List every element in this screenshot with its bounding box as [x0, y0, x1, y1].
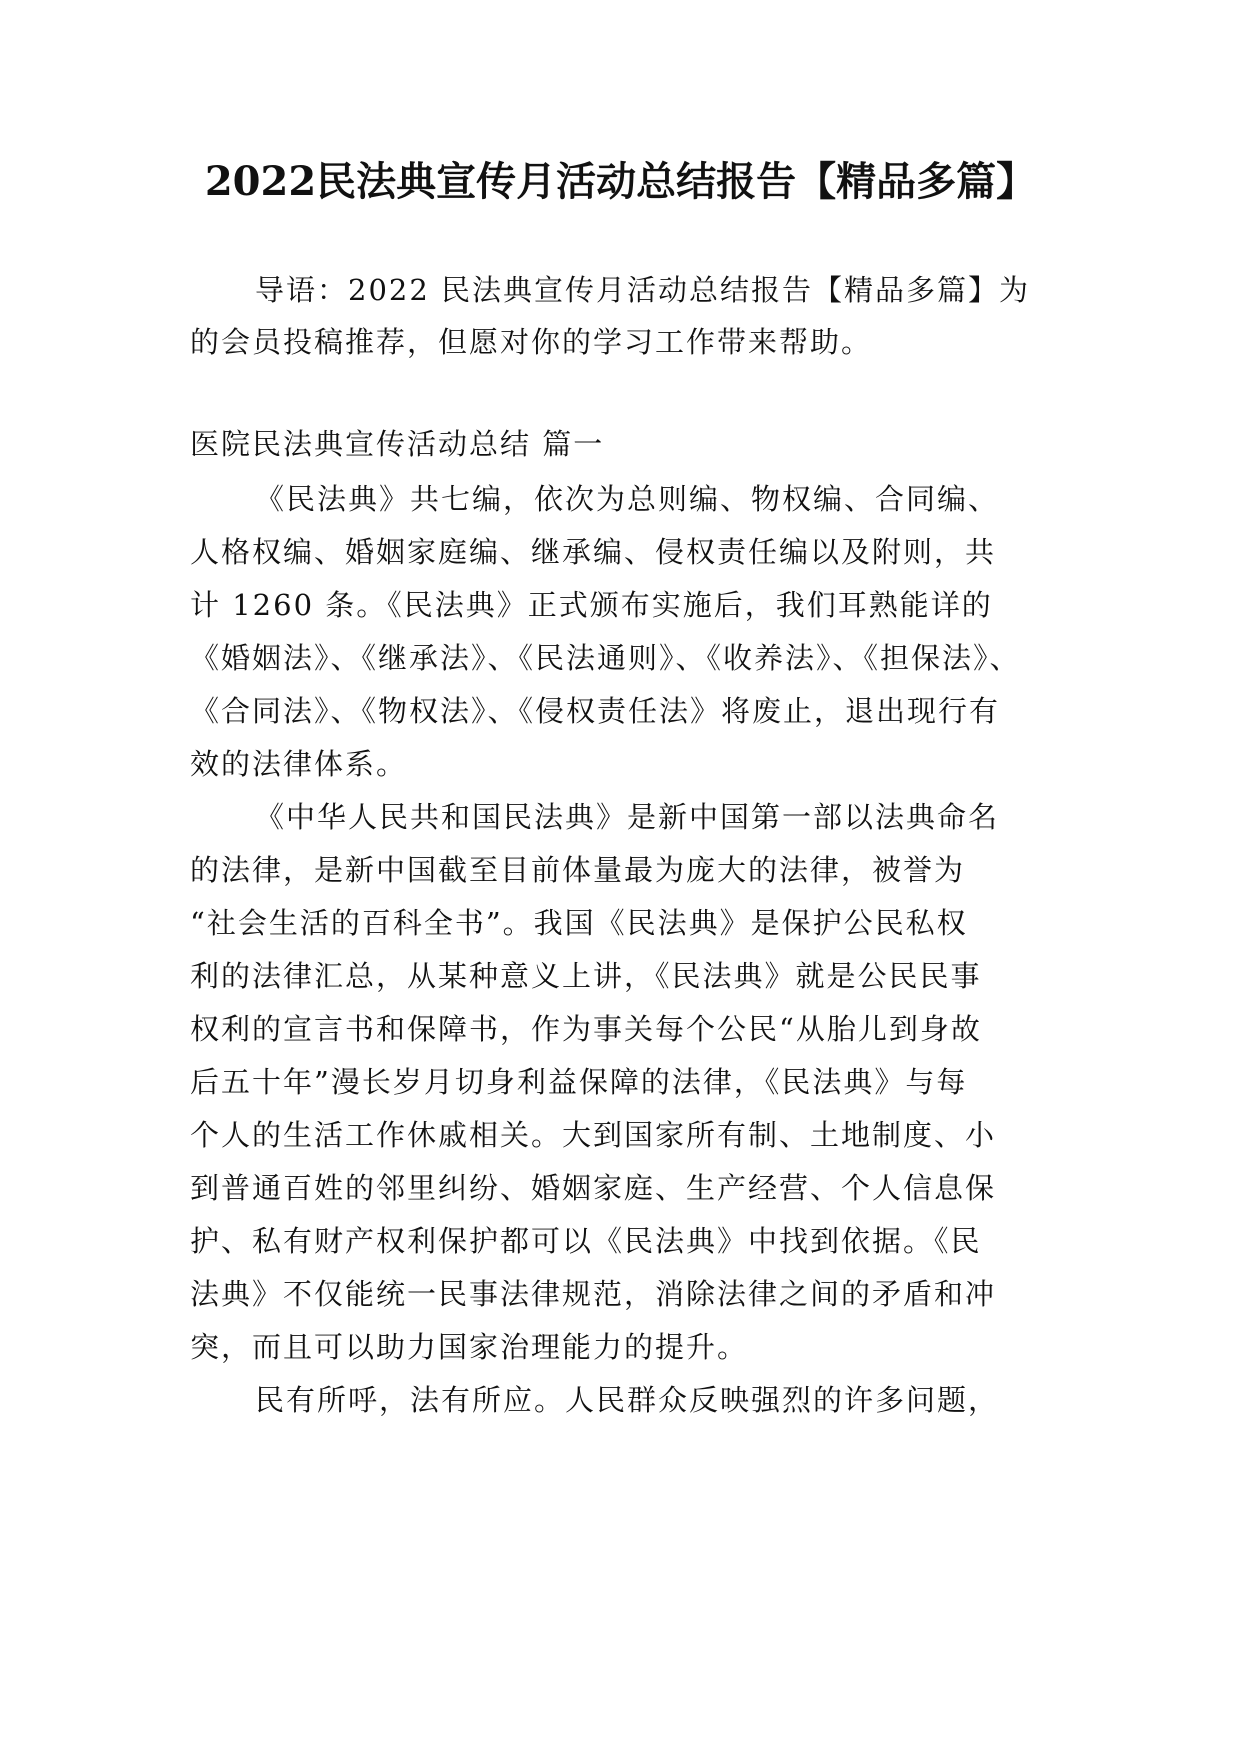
paragraph-line: 后五十年”漫长岁月切身利益保障的法律，《民法典》与每	[190, 1065, 968, 1099]
section-heading: 医院民法典宣传活动总结 篇一	[190, 427, 605, 461]
document-title: 2022民法典宣传月活动总结报告【精品多篇】	[204, 158, 1037, 205]
paragraph-line: 计 1260 条。《民法典》正式颁布实施后，我们耳熟能详的	[190, 588, 993, 622]
paragraph-line: 的法律，是新中国截至目前体量最为庞大的法律，被誉为	[190, 853, 966, 887]
paragraph-line: 《民法典》共七编，依次为总则编、物权编、合同编、	[255, 482, 1000, 516]
paragraph-line: “社会生活的百科全书”。我国《民法典》是保护公民私权	[190, 906, 968, 940]
paragraph-line: 到普通百姓的邻里纠纷、婚姻家庭、生产经营、个人信息保	[190, 1171, 997, 1205]
paragraph-line: 《中华人民共和国民法典》是新中国第一部以法典命名	[255, 800, 1000, 834]
intro-line: 导语：2022 民法典宣传月活动总结报告【精品多篇】为	[255, 273, 1031, 307]
paragraph-line: 效的法律体系。	[190, 747, 408, 781]
paragraph-line: 法典》不仅能统一民事法律规范，消除法律之间的矛盾和冲	[190, 1277, 997, 1311]
paragraph-line: 人格权编、婚姻家庭编、继承编、侵权责任编以及附则，共	[190, 535, 997, 569]
intro-line: 的会员投稿推荐，但愿对你的学习工作带来帮助。	[190, 325, 873, 359]
paragraph-line: 利的法律汇总，从某种意义上讲，《民法典》就是公民民事	[190, 959, 982, 993]
paragraph-line: 个人的生活工作休戚相关。大到国家所有制、土地制度、小	[190, 1118, 997, 1152]
paragraph-line: 民有所呼，法有所应。人民群众反映强烈的许多问题，	[255, 1383, 1000, 1417]
paragraph-line: 《合同法》、《物权法》、《侵权责任法》将废止，退出现行有	[190, 694, 1001, 728]
paragraph-line: 《婚姻法》、《继承法》、《民法通则》、《收养法》、《担保法》、	[190, 641, 1021, 675]
paragraph-line: 突，而且可以助力国家治理能力的提升。	[190, 1330, 749, 1364]
paragraph-line: 权利的宣言书和保障书，作为事关每个公民“从胎儿到身故	[190, 1012, 982, 1046]
paragraph-line: 护、私有财产权利保护都可以《民法典》中找到依据。《民	[190, 1224, 982, 1258]
